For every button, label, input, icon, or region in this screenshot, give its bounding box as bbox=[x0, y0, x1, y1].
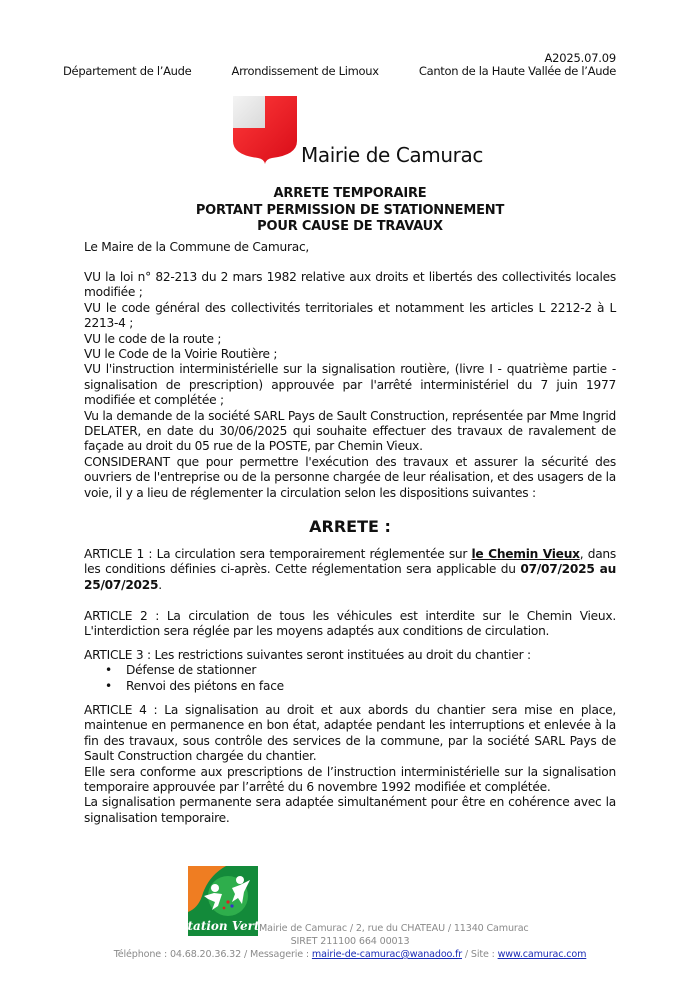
article-4-p3: La signalisation permanente sera adaptée simultanément pour être en cohérence avec la signalisation temporaire. bbox=[84, 795, 616, 825]
article-3-intro: ARTICLE 3 : Les restrictions suivantes seront instituées au droit du chantier : bbox=[84, 648, 531, 662]
vu-demande: Vu la demande de la société SARL Pays de Sault Construction, représentée par Mme Ingrid DELATER, en date du 30/06/2025 qui souhaite effectuer des travaux de ravalement de façade au droit du 05 rue de la POSTE, par Chemin Vieux. bbox=[84, 408, 616, 454]
article-1 bbox=[84, 547, 616, 593]
email-link[interactable]: mairie-de-camurac@wanadoo.fr bbox=[311, 949, 463, 960]
article-1-text-a: ARTICLE 1 : La circulation sera temporairement réglementée sur bbox=[84, 547, 472, 561]
arrete-heading: ARRETE : bbox=[309, 517, 391, 536]
footer-address: Mairie de Camurac / 2, rue du CHATEAU / 11340 Camurac bbox=[259, 923, 529, 934]
vu-code-route: VU le code de la route ; bbox=[84, 331, 222, 346]
station-verte-text: Station Verte bbox=[178, 919, 268, 933]
preamble bbox=[84, 270, 616, 501]
article-4-p2: Elle sera conforme aux prescriptions de l’instruction interministérielle sur la signalisation temporaire approuvée par l’arrêté du 6 novembre 1992 modifiée et complétée. bbox=[84, 764, 616, 795]
list-item: • Défense de stationner bbox=[84, 663, 616, 678]
title-line-2: PORTANT PERMISSION DE STATIONNEMENT bbox=[195, 202, 505, 218]
coat-of-arms-icon bbox=[232, 95, 298, 165]
article-1-dates: 07/07/2025 au 25/07/2025 bbox=[84, 562, 616, 592]
canton: Canton de la Haute Vallée de l’Aude bbox=[418, 64, 616, 78]
article-4 bbox=[84, 703, 616, 826]
article-1-text-b: , dans les conditions définies ci-après. Cette réglementation sera applicable du bbox=[84, 547, 616, 577]
list-item: • Renvoi des piétons en face bbox=[84, 679, 616, 694]
admin-header bbox=[63, 64, 616, 78]
article-1-road: le Chemin Vieux bbox=[471, 547, 580, 561]
footer-site-label: / Site : bbox=[462, 949, 498, 960]
reference-number: A2025.07.09 bbox=[544, 51, 616, 65]
footer-contact bbox=[0, 949, 700, 960]
restrictions-list bbox=[84, 663, 616, 694]
article-2 bbox=[84, 609, 616, 640]
article-4-p1: ARTICLE 4 : La signalisation au droit et aux abords du chantier sera mise en place, maintenue en permanence en bon état, adaptée pendant les interruptions et enlevée à la fin des travaux, sous contrôle des services de la commune, par la société SARL Pays de Sault Construction chargée du chantier. bbox=[84, 703, 616, 764]
article-2-text: ARTICLE 2 : La circulation de tous les véhicules est interdite sur le Chemin Vieux. L'interdiction sera réglée par les moyens adaptés aux conditions de circulation. bbox=[84, 609, 616, 639]
station-verte-logo-icon bbox=[178, 866, 268, 936]
title-line-1: ARRETE TEMPORAIRE bbox=[273, 186, 427, 201]
title-line-3: POUR CAUSE DE TRAVAUX bbox=[257, 219, 443, 234]
footer-phone: Téléphone : 04.68.20.36.32 / Messagerie : bbox=[113, 949, 312, 960]
article-3 bbox=[84, 648, 616, 694]
intro-paragraph bbox=[84, 240, 616, 255]
vu-loi: VU la loi n° 82-213 du 2 mars 1982 relative aux droits et libertés des collectivités locales modifiée ; bbox=[84, 270, 616, 300]
mayor-intro: Le Maire de la Commune de Camurac, bbox=[84, 240, 310, 254]
vu-cgct: VU le code général des collectivités territoriales et notamment les articles L 2212-2 à L 2213-4 ; bbox=[84, 300, 616, 331]
footer-siret: SIRET 211100 664 00013 bbox=[290, 936, 410, 947]
document-title bbox=[0, 186, 700, 236]
website-link[interactable]: www.camurac.com bbox=[497, 949, 587, 960]
arrondissement: Arrondissement de Limoux bbox=[231, 64, 379, 78]
article-1-text-c: . bbox=[158, 577, 162, 592]
considerant: CONSIDERANT que pour permettre l'exécution des travaux et assurer la sécurité des ouvriers de l'entreprise ou de la personne chargée de leur réalisation, et des usagers de la voie, il y a lieu de réglementer la circulation selon les dispositions suivantes : bbox=[84, 454, 616, 500]
departement: Département de l’Aude bbox=[63, 64, 192, 78]
vu-code-voirie: VU le Code de la Voirie Routière ; bbox=[84, 347, 278, 362]
vu-instruction: VU l'instruction interministérielle sur la signalisation routière, (livre I - quatrième partie - signalisation de prescription) approuvée par l'arrêté interministériel du 7 juin 1977 modifiée et complétée ; bbox=[84, 362, 616, 408]
mairie-name: Mairie de Camurac bbox=[301, 143, 483, 167]
